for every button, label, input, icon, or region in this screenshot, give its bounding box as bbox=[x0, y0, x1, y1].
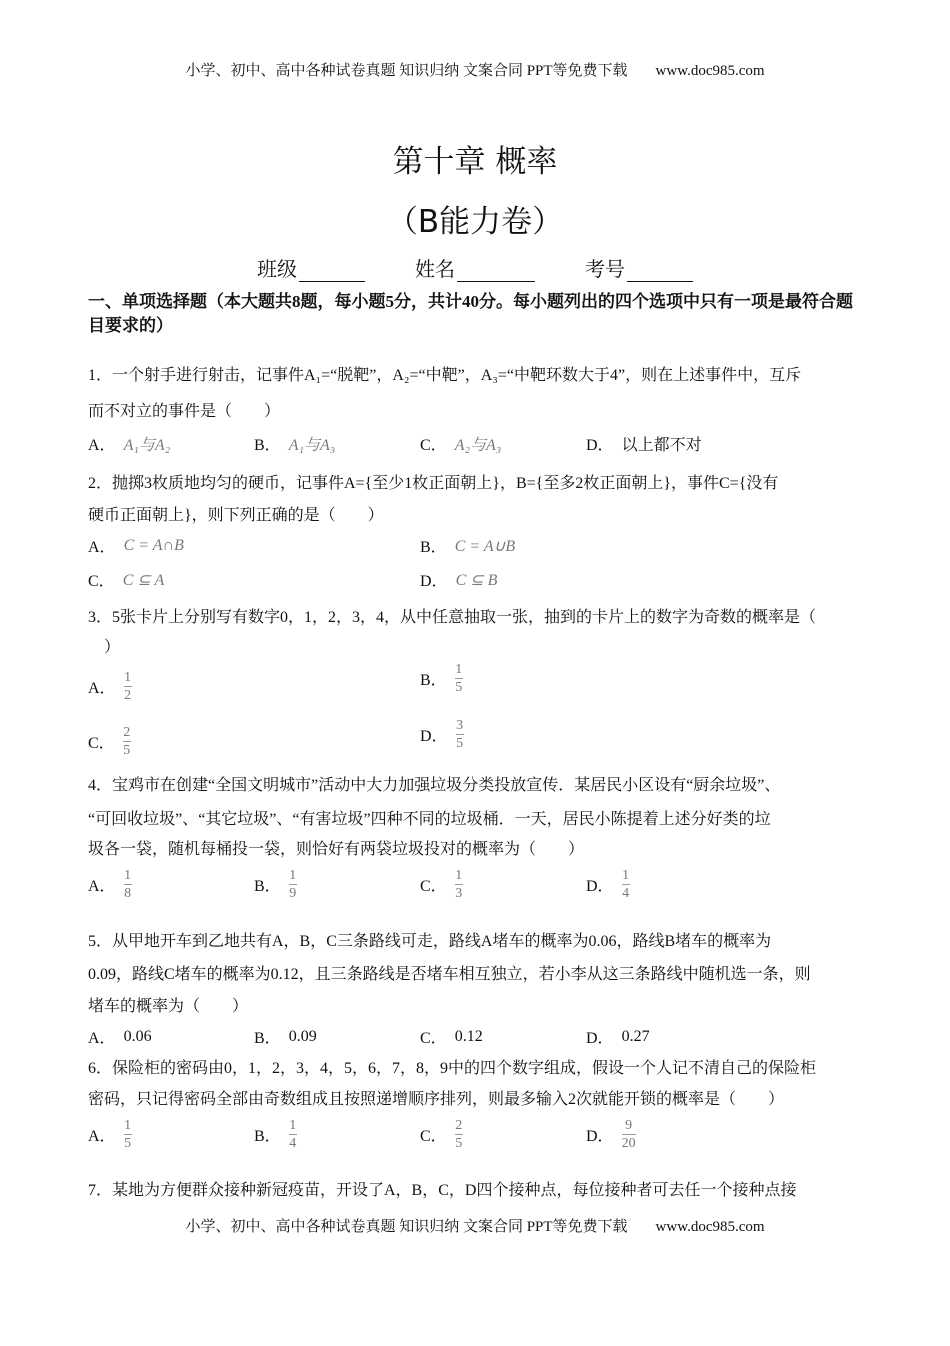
student-info-line bbox=[0, 253, 950, 282]
fraction: $\frac{1}{5}$ bbox=[124, 1118, 132, 1151]
q5-option-c[interactable]: C． 0.12 bbox=[420, 1027, 483, 1047]
q6-option-d[interactable]: D． $\frac{9}{20}$ bbox=[586, 1118, 636, 1151]
question-4-line-2: “可回收垃圾”、“其它垃圾”、“有害垃圾”四种不同的垃圾桶．一天，居民小陈提着上述分好类的垃 bbox=[88, 811, 771, 828]
page-title: 第十章 概率 bbox=[392, 144, 558, 180]
fraction: $\frac{1}{8}$ bbox=[124, 868, 132, 901]
banner-url: www.doc985.com bbox=[655, 63, 765, 79]
question-4-line-3: 圾各一袋，随机每桶投一袋，则恰好有两袋垃圾投对的概率为（ ） bbox=[88, 841, 585, 858]
fraction: $\frac{1}{4}$ bbox=[622, 868, 630, 901]
fraction: $\frac{1}{4}$ bbox=[289, 1118, 297, 1151]
banner-text: 小学、初中、高中各种试卷真题 知识归纳 文案合同 PPT等免费下载 bbox=[185, 1219, 628, 1235]
q4-option-d[interactable]: D． $\frac{1}{4}$ bbox=[586, 868, 630, 901]
q1-option-a[interactable]: A． A₁与A₂ bbox=[88, 437, 171, 454]
question-5-line-2: 0.09，路线C堵车的概率为0.12，且三条路线是否堵车相互独立，若小李从这三条路线中随机选一条，则 bbox=[88, 966, 811, 983]
q2-option-d[interactable]: D． C ⊆ B bbox=[420, 571, 498, 590]
question-1-line-1: 1．一个射手进行射击，记事件A₁=“脱靶”，A₂=“中靶”，A₃=“中靶环数大于4”，则在上述事件中，互斥 bbox=[88, 367, 802, 384]
q1-option-c[interactable]: C． A₂与A₃ bbox=[420, 437, 502, 454]
q3-option-a[interactable]: A． $\frac{1}{2}$ bbox=[88, 670, 132, 703]
q1-option-d[interactable]: D． 以上都不对 bbox=[586, 437, 702, 454]
fraction: $\frac{3}{5}$ bbox=[456, 718, 464, 751]
q6-option-a[interactable]: A． $\frac{1}{5}$ bbox=[88, 1118, 132, 1151]
exam-number-field[interactable]: 考号 bbox=[585, 253, 693, 282]
question-4-line-1: 4．宝鸡市在创建“全国文明城市”活动中大力加强垃圾分类投放宣传．某居民小区设有“厨余垃圾”、 bbox=[88, 777, 781, 794]
fraction: $\frac{1}{3}$ bbox=[455, 868, 463, 901]
q3-option-b[interactable]: B． $\frac{1}{5}$ bbox=[420, 662, 463, 695]
fraction: $\frac{1}{5}$ bbox=[455, 662, 463, 695]
question-5-line-3: 堵车的概率为（ ） bbox=[88, 998, 249, 1015]
fraction: $\frac{9}{20}$ bbox=[621, 1118, 636, 1151]
question-7-line-1: 7．某地为方便群众接种新冠疫苗，开设了A，B，C，D四个接种点，每位接种者可去任一个接种点接 bbox=[88, 1182, 797, 1199]
exam-number-blank[interactable] bbox=[627, 262, 693, 282]
q2-option-b[interactable]: B． C = A∪B bbox=[420, 537, 516, 556]
class-field[interactable]: 班级 bbox=[257, 253, 365, 282]
banner-url: www.doc985.com bbox=[655, 1219, 765, 1235]
question-3-line-2: ） bbox=[88, 639, 121, 656]
page-subtitle: （B能力卷） bbox=[386, 204, 564, 240]
question-6-line-1: 6．保险柜的密码由0，1，2，3，4，5，6，7，8，9中的四个数字组成，假设一个人记不清自己的保险柜 bbox=[88, 1060, 817, 1077]
name-blank[interactable] bbox=[457, 262, 535, 282]
q4-option-a[interactable]: A． $\frac{1}{8}$ bbox=[88, 868, 132, 901]
q1-option-b[interactable]: B． A₁与A₃ bbox=[254, 437, 336, 454]
question-1-line-2: 而不对立的事件是（ ） bbox=[88, 403, 281, 420]
q5-option-a[interactable]: A． 0.06 bbox=[88, 1027, 152, 1047]
name-field[interactable]: 姓名 bbox=[415, 253, 535, 282]
class-blank[interactable] bbox=[299, 262, 365, 282]
fraction: $\frac{2}{5}$ bbox=[123, 725, 131, 758]
question-3-line-1: 3．5张卡片上分别写有数字0，1，2，3，4，从中任意抽取一张，抽到的卡片上的数字为奇数的概率是（ bbox=[88, 609, 817, 626]
q3-option-c[interactable]: C． $\frac{2}{5}$ bbox=[88, 725, 131, 758]
q6-option-b[interactable]: B． $\frac{1}{4}$ bbox=[254, 1118, 297, 1151]
q4-option-b[interactable]: B． $\frac{1}{9}$ bbox=[254, 868, 297, 901]
question-2-line-1: 2．抛掷3枚质地均匀的硬币，记事件A={至少1枚正面朝上}，B={至多2枚正面朝上}，事件C={没有 bbox=[88, 475, 779, 492]
header-banner bbox=[0, 59, 950, 80]
q5-option-b[interactable]: B． 0.09 bbox=[254, 1027, 317, 1047]
q3-option-d[interactable]: D． $\frac{3}{5}$ bbox=[420, 718, 464, 751]
q6-option-c[interactable]: C． $\frac{2}{5}$ bbox=[420, 1118, 463, 1151]
question-2-line-2: 硬币正面朝上}，则下列正确的是（ ） bbox=[88, 507, 384, 524]
q5-option-d[interactable]: D． 0.27 bbox=[586, 1027, 650, 1047]
q2-option-c[interactable]: C． C ⊆ A bbox=[88, 571, 165, 590]
q2-option-a[interactable]: A． C = A∩B bbox=[88, 536, 184, 556]
q4-option-c[interactable]: C． $\frac{1}{3}$ bbox=[420, 868, 463, 901]
question-6-line-2: 密码，只记得密码全部由奇数组成且按照递增顺序排列，则最多输入2次就能开锁的概率是（ ） bbox=[88, 1091, 785, 1108]
fraction: $\frac{1}{2}$ bbox=[124, 670, 132, 703]
footer-banner bbox=[0, 1215, 950, 1236]
fraction: $\frac{1}{9}$ bbox=[289, 868, 297, 901]
fraction: $\frac{2}{5}$ bbox=[455, 1118, 463, 1151]
banner-text: 小学、初中、高中各种试卷真题 知识归纳 文案合同 PPT等免费下载 bbox=[185, 63, 628, 79]
section-heading: 一、单项选择题（本大题共8题，每小题5分，共计40分。每小题列出的四个选项中只有一项是最符合题目要求的） bbox=[88, 292, 853, 335]
question-5-line-1: 5．从甲地开车到乙地共有A，B，C三条路线可走，路线A堵车的概率为0.06，路线B堵车的概率为 bbox=[88, 933, 772, 950]
